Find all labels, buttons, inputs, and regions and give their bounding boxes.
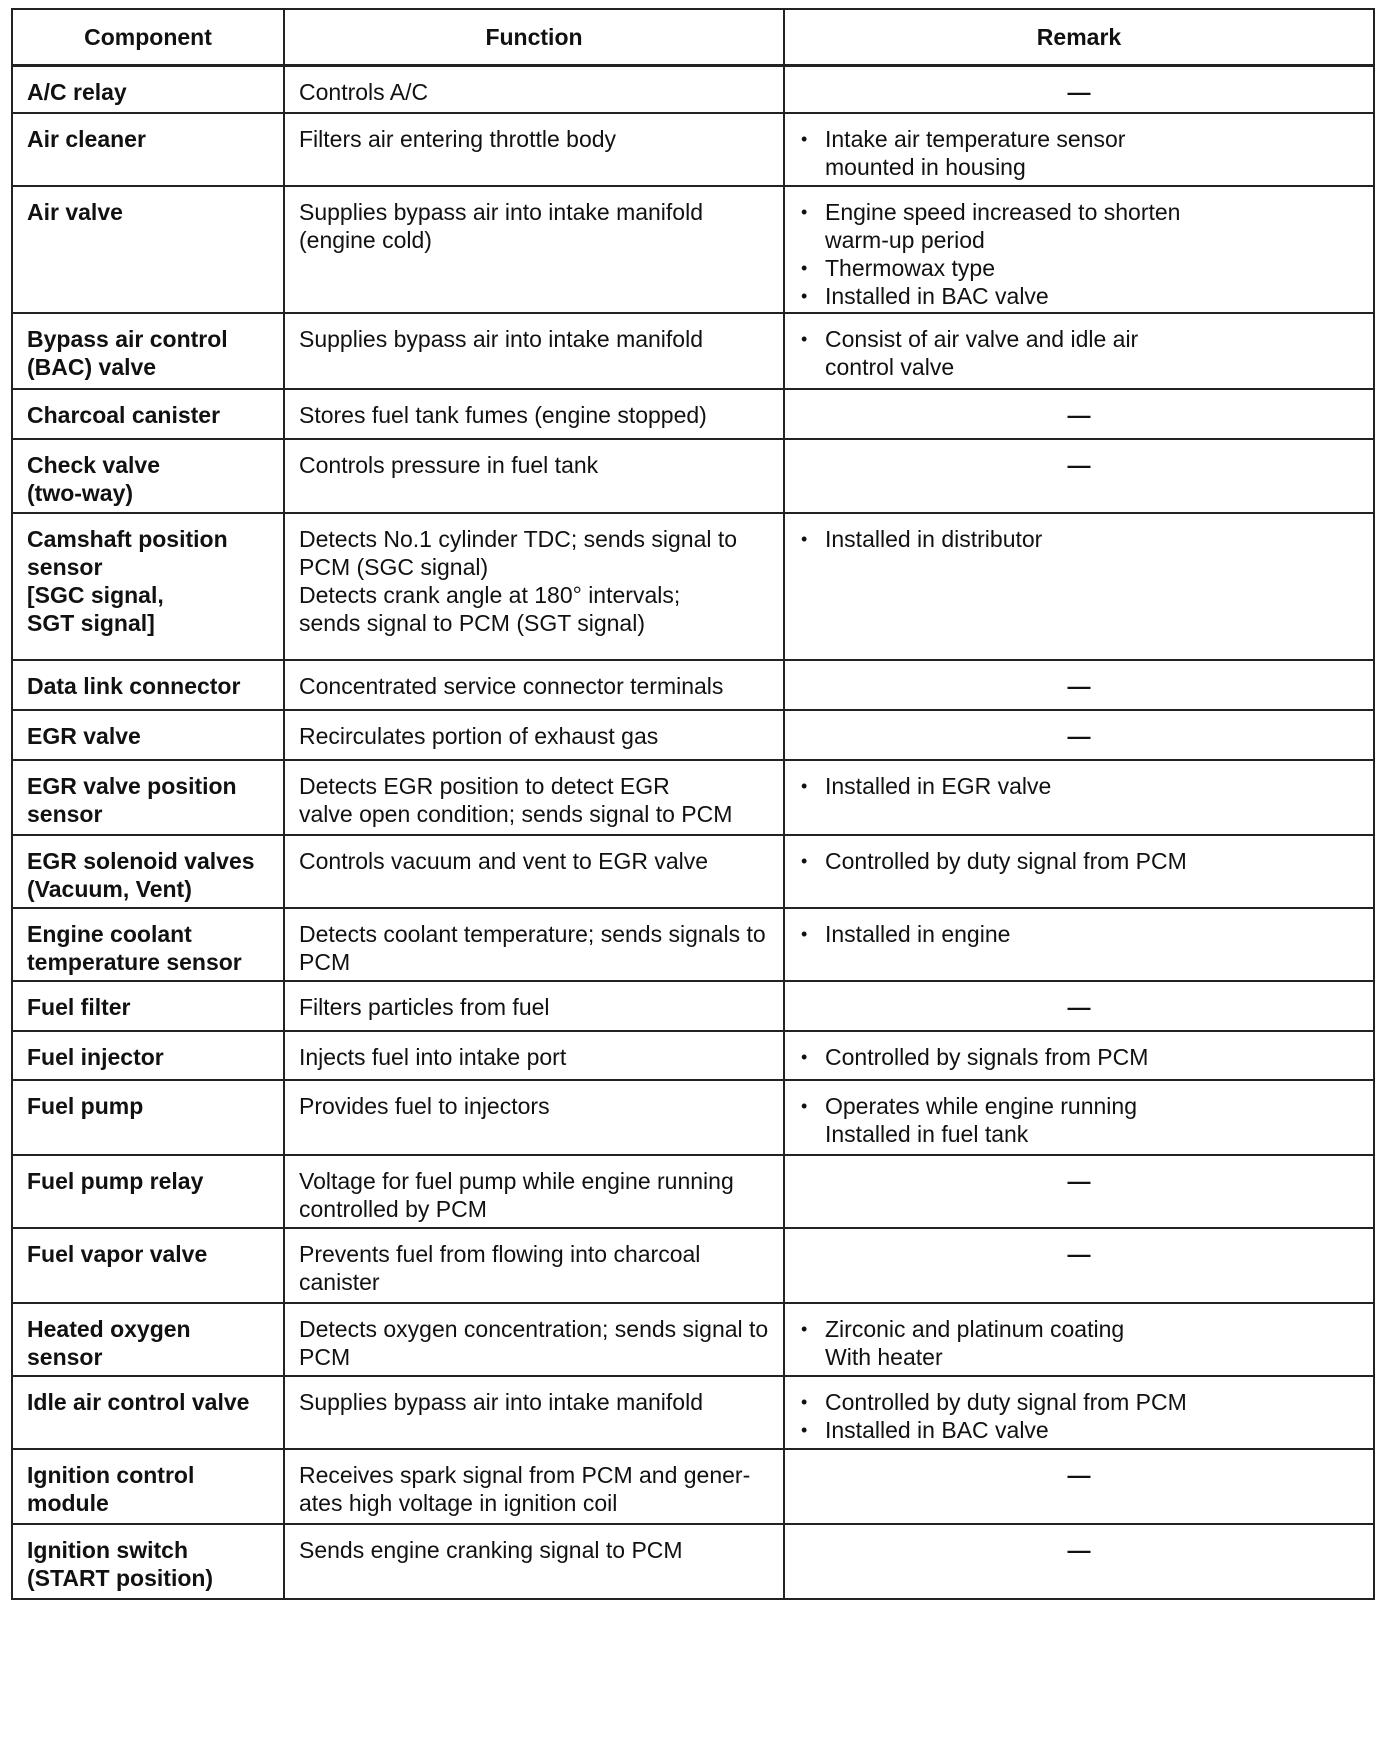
remark-item: • Installed in BAC valve (799, 1416, 1359, 1444)
remark-cell (784, 313, 1374, 389)
remark-item: • Installed in EGR valve (799, 772, 1359, 800)
component-cell: Check valve (two-way) (12, 439, 284, 513)
remark-list (799, 920, 1359, 948)
function-cell: Voltage for fuel pump while engine running controlled by PCM (284, 1155, 784, 1228)
table-row (12, 1031, 1374, 1080)
table-row (12, 908, 1374, 981)
remark-list (799, 1388, 1359, 1444)
table-row (12, 313, 1374, 389)
no-remark-dash: — (1067, 1462, 1091, 1488)
table-row (12, 1449, 1374, 1524)
component-cell: Idle air control valve (12, 1376, 284, 1449)
table-row (12, 186, 1374, 313)
remark-cell (784, 65, 1374, 113)
table-row (12, 513, 1374, 660)
function-cell: Concentrated service connector terminals (284, 660, 784, 710)
remark-cell (784, 1303, 1374, 1376)
remark-cell (784, 908, 1374, 981)
function-cell: Provides fuel to injectors (284, 1080, 784, 1155)
component-cell: Heated oxygen sensor (12, 1303, 284, 1376)
function-cell: Stores fuel tank fumes (engine stopped) (284, 389, 784, 439)
table-row (12, 1080, 1374, 1155)
component-cell: Ignition control module (12, 1449, 284, 1524)
function-cell: Detects coolant temperature; sends signals to PCM (284, 908, 784, 981)
remark-cell (784, 439, 1374, 513)
table-row (12, 981, 1374, 1031)
component-cell: Air cleaner (12, 113, 284, 186)
remark-item: • Thermowax type (799, 254, 1359, 282)
remark-cell (784, 1155, 1374, 1228)
remark-cell (784, 1376, 1374, 1449)
remark-cell (784, 186, 1374, 313)
remark-list (799, 847, 1359, 875)
remark-cell (784, 981, 1374, 1031)
remark-cell (784, 660, 1374, 710)
remark-list (799, 125, 1359, 181)
remark-cell (784, 760, 1374, 835)
header-row (12, 9, 1374, 65)
function-cell: Detects No.1 cylinder TDC; sends signal to PCM (SGC signal) Detects crank angle at 180° intervals; sends signal to PCM (SGT signal) (284, 513, 784, 660)
table-row (12, 65, 1374, 113)
component-cell: EGR solenoid valves (Vacuum, Vent) (12, 835, 284, 908)
function-cell: Supplies bypass air into intake manifold (engine cold) (284, 186, 784, 313)
function-cell: Supplies bypass air into intake manifold (284, 1376, 784, 1449)
table-row (12, 1303, 1374, 1376)
component-cell: Fuel filter (12, 981, 284, 1031)
remark-item: • Installed in engine (799, 920, 1359, 948)
remark-item: • Controlled by duty signal from PCM (799, 847, 1359, 875)
function-cell: Receives spark signal from PCM and gener- ates high voltage in ignition coil (284, 1449, 784, 1524)
no-remark-dash: — (1067, 1537, 1091, 1563)
function-cell: Filters air entering throttle body (284, 113, 784, 186)
component-cell: Fuel injector (12, 1031, 284, 1080)
table-row (12, 835, 1374, 908)
remark-item: • Zirconic and platinum coating With heater (799, 1315, 1359, 1371)
table-row (12, 660, 1374, 710)
no-remark-dash: — (1067, 723, 1091, 749)
table-row (12, 1524, 1374, 1599)
component-cell: EGR valve position sensor (12, 760, 284, 835)
component-cell: A/C relay (12, 65, 284, 113)
component-cell: Fuel pump relay (12, 1155, 284, 1228)
component-cell: Air valve (12, 186, 284, 313)
component-cell: Ignition switch (START position) (12, 1524, 284, 1599)
function-cell: Prevents fuel from flowing into charcoal canister (284, 1228, 784, 1303)
remark-cell (784, 513, 1374, 660)
header-remark: Remark (784, 9, 1374, 65)
remark-cell (784, 835, 1374, 908)
function-cell: Injects fuel into intake port (284, 1031, 784, 1080)
remark-list (799, 1092, 1359, 1148)
component-table (11, 8, 1375, 1600)
function-cell: Recirculates portion of exhaust gas (284, 710, 784, 760)
no-remark-dash: — (1067, 78, 1091, 105)
remark-list (799, 325, 1359, 381)
function-cell: Controls A/C (284, 65, 784, 113)
component-cell: Bypass air control (BAC) valve (12, 313, 284, 389)
function-cell: Detects oxygen concentration; sends signal to PCM (284, 1303, 784, 1376)
table-body (12, 65, 1374, 1599)
remark-item: • Engine speed increased to shorten warm-up period (799, 198, 1359, 254)
header-component: Component (12, 9, 284, 65)
table-row (12, 760, 1374, 835)
component-cell: EGR valve (12, 710, 284, 760)
remark-cell (784, 113, 1374, 186)
table-row (12, 1155, 1374, 1228)
remark-list (799, 772, 1359, 800)
component-cell: Charcoal canister (12, 389, 284, 439)
function-cell: Filters particles from fuel (284, 981, 784, 1031)
table-row (12, 1228, 1374, 1303)
remark-item: • Consist of air valve and idle air control valve (799, 325, 1359, 381)
component-cell: Fuel pump (12, 1080, 284, 1155)
remark-list (799, 1043, 1359, 1071)
no-remark-dash: — (1067, 1168, 1091, 1194)
function-cell: Sends engine cranking signal to PCM (284, 1524, 784, 1599)
remark-list (799, 1315, 1359, 1371)
remark-cell (784, 1080, 1374, 1155)
no-remark-dash: — (1067, 673, 1091, 699)
remark-item: • Installed in BAC valve (799, 282, 1359, 310)
remark-cell (784, 1524, 1374, 1599)
component-cell: Fuel vapor valve (12, 1228, 284, 1303)
component-cell: Data link connector (12, 660, 284, 710)
function-cell: Controls pressure in fuel tank (284, 439, 784, 513)
remark-item: • Installed in distributor (799, 525, 1359, 553)
remark-item: • Controlled by signals from PCM (799, 1043, 1359, 1071)
remark-cell (784, 1228, 1374, 1303)
table-row (12, 710, 1374, 760)
function-cell: Controls vacuum and vent to EGR valve (284, 835, 784, 908)
no-remark-dash: — (1067, 994, 1091, 1020)
header-function: Function (284, 9, 784, 65)
no-remark-dash: — (1067, 402, 1091, 428)
remark-item: • Intake air temperature sensor mounted in housing (799, 125, 1359, 181)
table-row (12, 113, 1374, 186)
remark-cell (784, 710, 1374, 760)
function-cell: Detects EGR position to detect EGR valve open condition; sends signal to PCM (284, 760, 784, 835)
table-row (12, 439, 1374, 513)
remark-cell (784, 389, 1374, 439)
remark-cell (784, 1449, 1374, 1524)
component-cell: Camshaft position sensor [SGC signal, SGT signal] (12, 513, 284, 660)
no-remark-dash: — (1067, 452, 1091, 478)
function-cell: Supplies bypass air into intake manifold (284, 313, 784, 389)
remark-item: • Operates while engine running Installed in fuel tank (799, 1092, 1359, 1148)
remark-item: • Controlled by duty signal from PCM (799, 1388, 1359, 1416)
no-remark-dash: — (1067, 1241, 1091, 1267)
remark-list (799, 198, 1359, 310)
remark-list (799, 525, 1359, 553)
remark-cell (784, 1031, 1374, 1080)
table-row (12, 389, 1374, 439)
table-row (12, 1376, 1374, 1449)
component-cell: Engine coolant temperature sensor (12, 908, 284, 981)
